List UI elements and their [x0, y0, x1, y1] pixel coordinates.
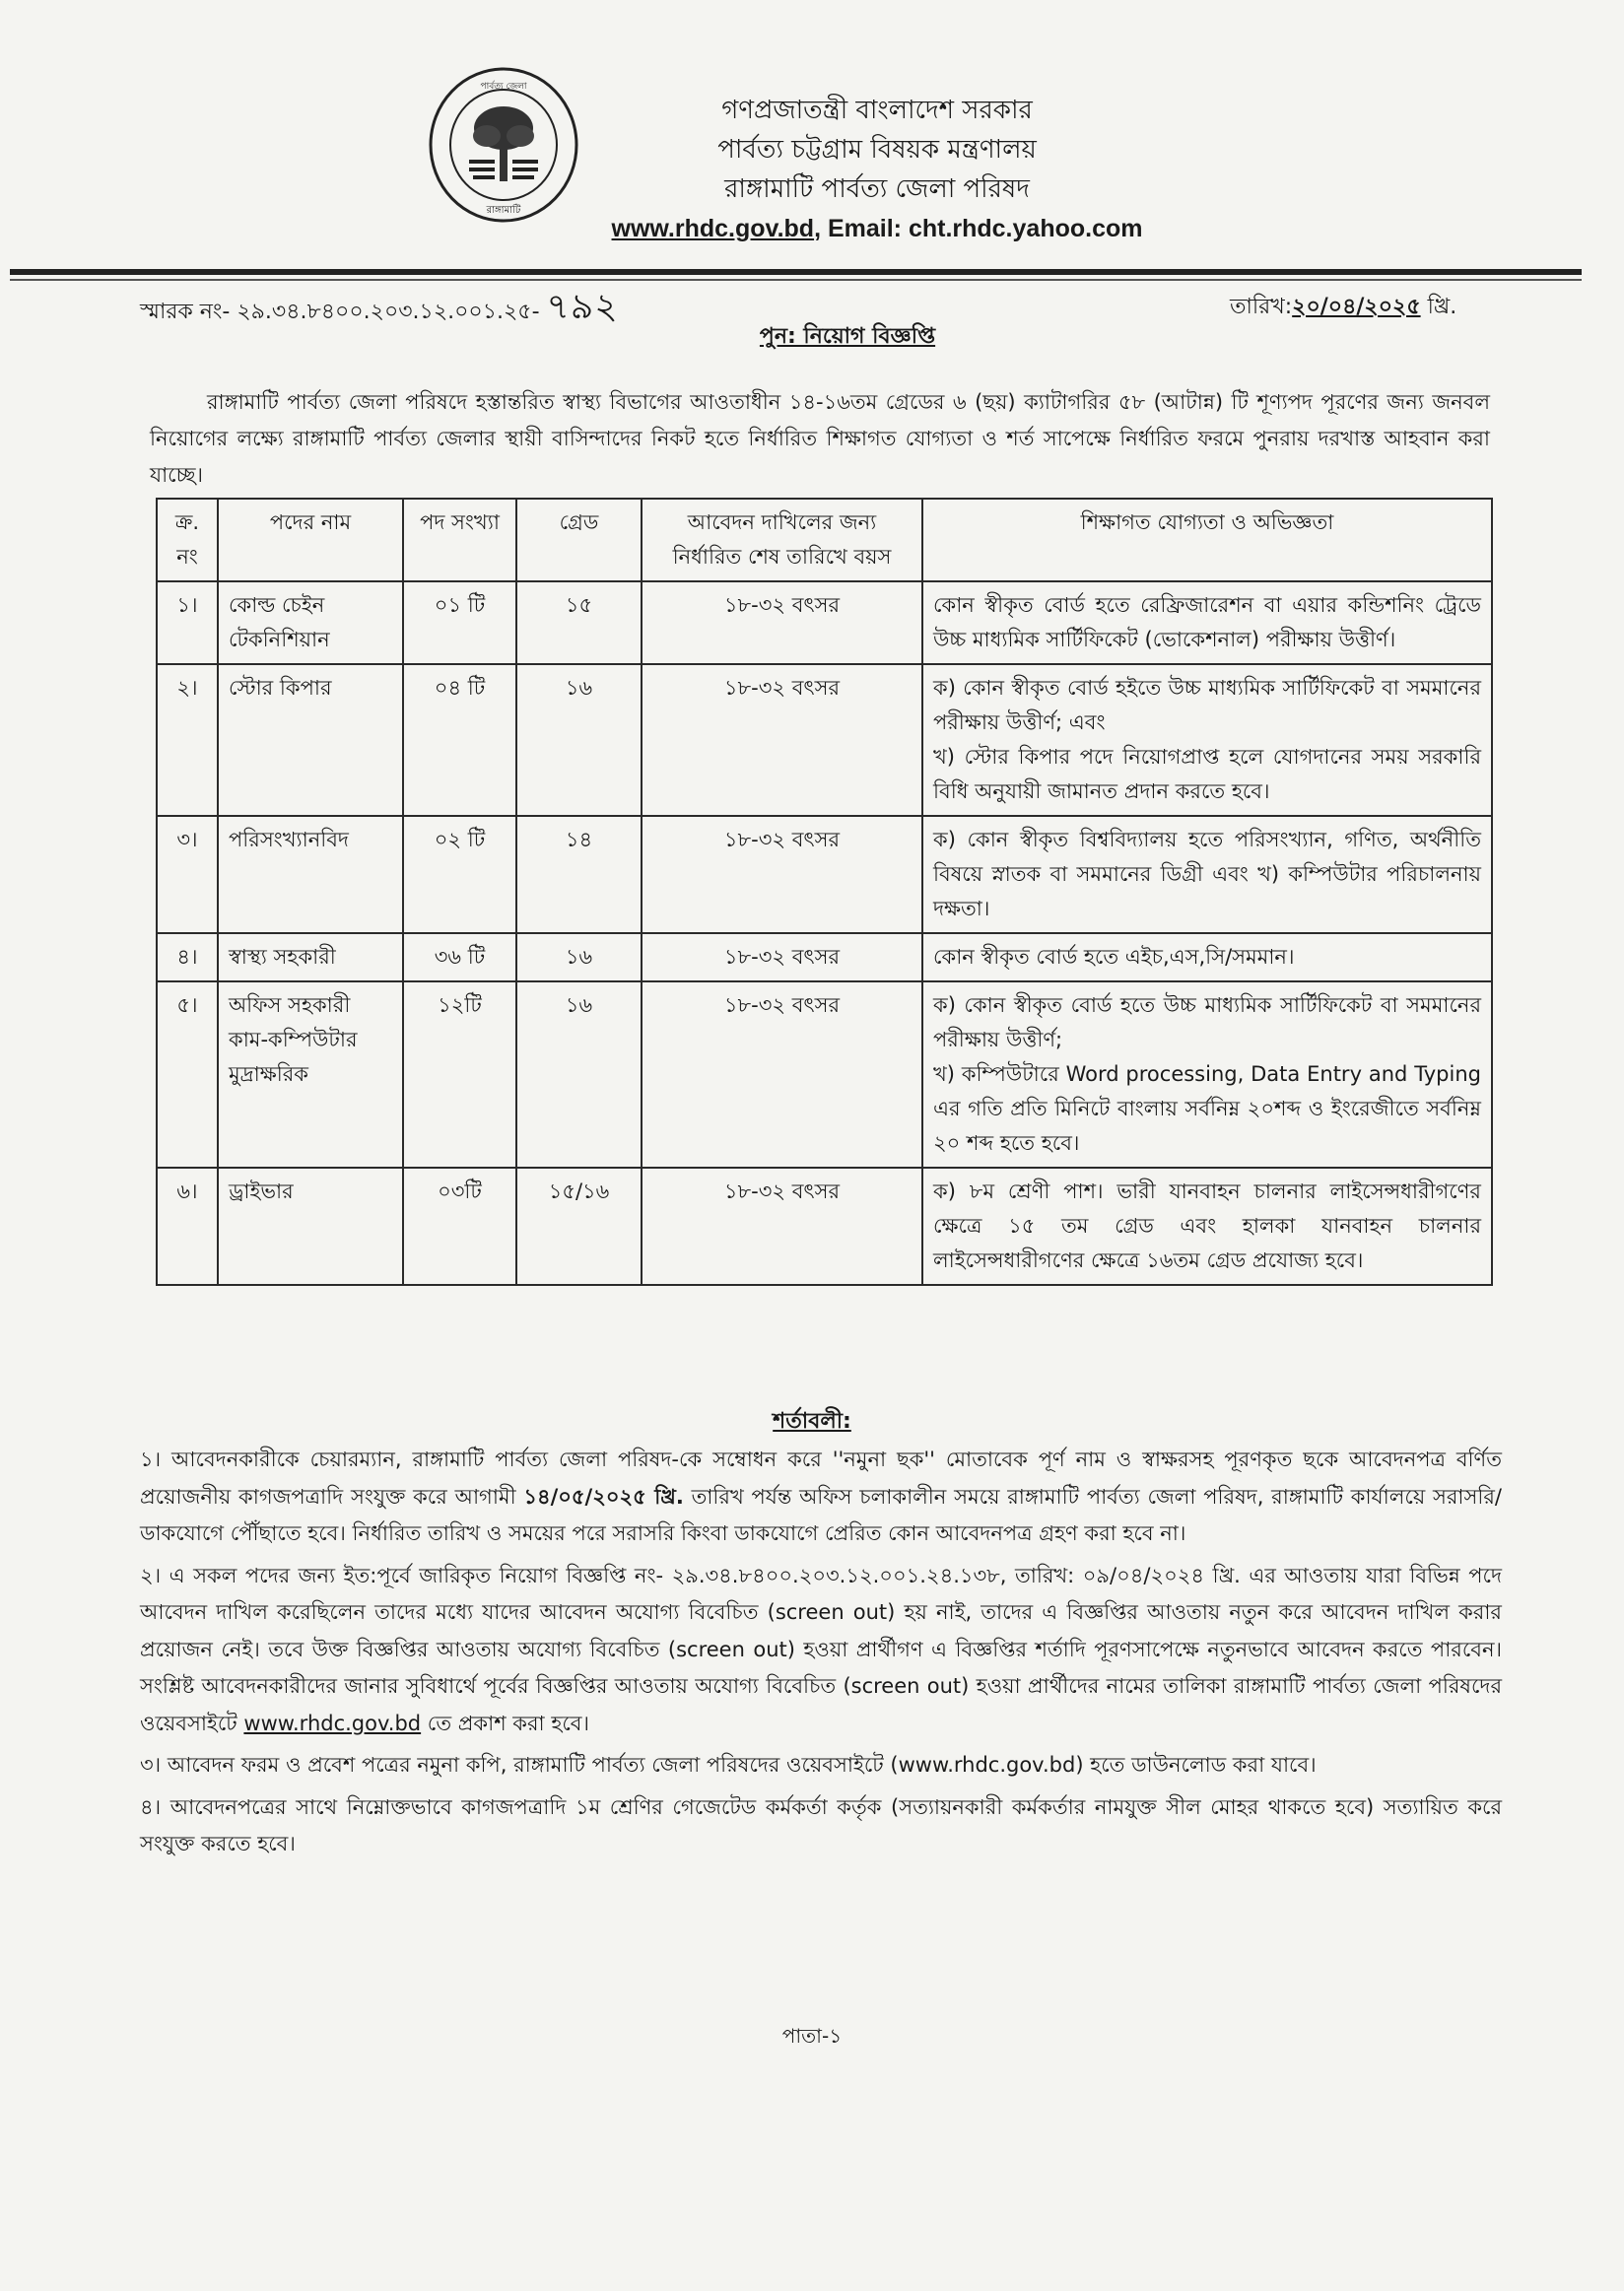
row-age-limit: ১৮-৩২ বৎসর: [642, 933, 922, 981]
header-age: আবেদন দাখিলের জন্য নির্ধারিত শেষ তারিখে বয়স: [642, 499, 922, 581]
row-post-count: ০১ টি: [403, 581, 516, 664]
row-serial: ৫।: [157, 981, 218, 1168]
term-2-website-link[interactable]: www.rhdc.gov.bd: [243, 1711, 422, 1735]
svg-text:পার্বত্য জেলা: পার্বত্য জেলা: [480, 82, 527, 92]
header-qualification: শিক্ষাগত যোগ্যতা ও অভিজ্ঞতা: [922, 499, 1492, 581]
svg-text:রাঙ্গামাটি: রাঙ্গামাটি: [486, 205, 521, 216]
row-grade: ১৬: [516, 981, 642, 1168]
govt-name: গণপ্রজাতন্ত্রী বাংলাদেশ সরকার: [721, 96, 1033, 125]
terms-list: [140, 1442, 1502, 1868]
term-4: ৪। আবেদনপত্রের সাথে নিম্নোক্তভাবে কাগজপত্রাদি ১ম শ্রেণির গেজেটেড কর্মকর্তা কর্তৃক (সত্যায়নকারী কর্মকর্তার নামযুক্ত সীল মোহর থাকতে হবে) সত্যায়িত করে সংযুক্ত করতে হবে।: [140, 1794, 1502, 1855]
memo-label: স্মারক নং- ২৯.৩৪.৮৪০০.২০৩.১২.০০১.২৫-: [140, 300, 540, 324]
term-1: [140, 1442, 1502, 1553]
row-qualification: [922, 1168, 1492, 1285]
row-post-name: পরিসংখ্যানবিদ: [218, 816, 403, 933]
memo-handwritten-number: ৭৯২: [546, 287, 619, 327]
qualification-line: ক) কোন স্বীকৃত বিশ্ববিদ্যালয় হতে পরিসংখ্যান, গণিত, অর্থনীতি বিষয়ে স্নাতক বা সমমানের ডিগ্রী এবং খ) কম্পিউটার পরিচালনায় দক্ষতা।: [933, 828, 1481, 920]
row-age-limit: ১৮-৩২ বৎসর: [642, 816, 922, 933]
qualification-line: ক) কোন স্বীকৃত বোর্ড হইতে উচ্চ মাধ্যমিক সার্টিফিকেট বা সমমানের পরীক্ষায় উত্তীর্ণ; এবং: [933, 676, 1481, 734]
row-serial: ৩।: [157, 816, 218, 933]
qualification-line: খ) স্টোর কিপার পদে নিয়োগপ্রাপ্ত হলে যোগদানের সময় সরকারি বিধি অনুযায়ী জামানত প্রদান করতে হবে।: [933, 745, 1481, 803]
row-qualification: [922, 981, 1492, 1168]
row-post-count: ০২ টি: [403, 816, 516, 933]
term-1-text-a: ১। আবেদনকারীকে চেয়ারম্যান, রাঙ্গামাটি পার্বত্য জেলা পরিষদ-কে সম্বোধন করে ''নমুনা ছক'' মোতাবেক পূর্ণ নাম ও স্বাক্ষরসহ পূরণকৃত ছকে আবেদনপত্র বর্ণিত প্রয়োজনীয় কাগজপত্রাদি সংযুক্ত করে আগামী: [140, 1448, 1502, 1509]
term-2-text-a: ২। এ সকল পদের জন্য ইত:পূর্বে জারিকৃত নিয়োগ বিজ্ঞপ্তি নং- ২৯.৩৪.৮৪০০.২০৩.১২.০০১.২৪.১৩৮, তারিখ: ০৯/০৪/২০২৪ খ্রি. এর আওতায় যারা বিভিন্ন পদে আবেদন দাখিল করেছিলেন তাদের মধ্যে যাদের আবেদন অযোগ্য বিবেচিত (screen out) হয় নাই, তাদের এ বিজ্ঞপ্তির আওতায় নতুন করে আবেদন দাখিল করার প্রয়োজন নেই। তবে উক্ত বিজ্ঞপ্তির আওতায় অযোগ্য বিবেচিত (screen out) হওয়া প্রার্থীগণ এ বিজ্ঞপ্তির শর্তাদি পূরণসাপেক্ষে নতুনভাবে আবেদন করতে পারবেন। সংশ্লিষ্ট আবেদনকারীদের জানার সুবিধার্থে পূর্বের বিজ্ঞপ্তির আওতায় অযোগ্য বিবেচিত (screen out) হওয়া প্রার্থীদের নামের তালিকা রাঙ্গামাটি পার্বত্য জেলা পরিষদের ওয়েবসাইটে: [140, 1563, 1502, 1735]
row-age-limit: ১৮-৩২ বৎসর: [642, 981, 922, 1168]
row-post-name: কোল্ড চেইন টেকনিশিয়ান: [218, 581, 403, 664]
term-3: ৩। আবেদন ফরম ও প্রবেশ পত্রের নমুনা কপি, রাঙ্গামাটি পার্বত্য জেলা পরিষদের ওয়েবসাইটে (www.rhdc.gov.bd) হতে ডাউনলোড করা যাবে।: [140, 1753, 1317, 1777]
header-count: পদ সংখ্যা: [403, 499, 516, 581]
row-qualification: [922, 664, 1492, 816]
row-grade: ১৪: [516, 816, 642, 933]
row-post-name: ড্রাইভার: [218, 1168, 403, 1285]
table-row: [157, 816, 1492, 933]
date-suffix: খ্রি.: [1420, 295, 1457, 319]
header-divider-thin: [10, 279, 1582, 281]
row-post-name: স্বাস্থ্য সহকারী: [218, 933, 403, 981]
term-1-text-b: তারিখ পর্যন্ত অফিস চলাকালীন সময়ে রাঙ্গামাটি পার্বত্য জেলা পরিষদ, রাঙ্গামাটি কার্যালয়ে সরাসরি/ডাকযোগে পৌঁছাতে হবে। নির্ধারিত তারিখ ও সময়ের পরে সরাসরি কিংবা ডাকযোগে প্রেরিত কোন আবেদনপত্র গ্রহণ করা হবে না।: [140, 1484, 1502, 1545]
header-serial: ক্র. নং: [157, 499, 218, 581]
row-qualification: [922, 933, 1492, 981]
table-row: [157, 581, 1492, 664]
row-age-limit: ১৮-৩২ বৎসর: [642, 581, 922, 664]
row-age-limit: ১৮-৩২ বৎসর: [642, 664, 922, 816]
row-age-limit: ১৮-৩২ বৎসর: [642, 1168, 922, 1285]
website-link[interactable]: www.rhdc.gov.bd: [611, 215, 815, 242]
row-grade: ১৬: [516, 933, 642, 981]
ministry-name: পার্বত্য চট্টগ্রাম বিষয়ক মন্ত্রণালয়: [717, 135, 1037, 165]
council-seal-logo: [426, 65, 581, 225]
notice-date: [1230, 288, 1456, 327]
row-grade: ১৫: [516, 581, 642, 664]
terms-title: শর্তাবলী:: [773, 1409, 851, 1434]
notice-title: পুন: নিয়োগ বিজ্ঞপ্তি: [759, 324, 936, 349]
qualification-line: কোন স্বীকৃত বোর্ড হতে এইচ,এস,সি/সমমান।: [933, 945, 1295, 969]
header-post: পদের নাম: [218, 499, 403, 581]
table-row: [157, 1168, 1492, 1285]
row-qualification: [922, 581, 1492, 664]
row-qualification: [922, 816, 1492, 933]
qualification-line: ক) কোন স্বীকৃত বোর্ড হতে উচ্চ মাধ্যমিক সার্টিফিকেট বা সমমানের পরীক্ষায় উত্তীর্ণ;: [933, 993, 1481, 1051]
row-post-name: স্টোর কিপার: [218, 664, 403, 816]
term-2-text-b: তে প্রকাশ করা হবে।: [421, 1711, 589, 1735]
row-serial: ২।: [157, 664, 218, 816]
row-serial: ১।: [157, 581, 218, 664]
email-text: , Email: cht.rhdc.yahoo.com: [814, 215, 1143, 242]
qualification-line: কোন স্বীকৃত বোর্ড হতে রেফ্রিজারেশন বা এয়ার কন্ডিশনিং ট্রেডে উচ্চ মাধ্যমিক সার্টিফিকেট (ভোকেশনাল) পরীক্ষায় উত্তীর্ণ।: [933, 593, 1481, 651]
term-2: [140, 1558, 1502, 1743]
date-label: তারিখ:: [1230, 295, 1293, 319]
intro-text: রাঙ্গামাটি পার্বত্য জেলা পরিষদে হস্তান্তরিত স্বাস্থ্য বিভাগের আওতাধীন ১৪-১৬তম গ্রেডের ৬ (ছয়) ক্যাটাগরির ৫৮ (আটান্ন) টি শূণ্যপদ পূরণের জন্য জনবল নিয়োগের লক্ষ্যে রাঙ্গামাটি পার্বত্য জেলার স্থায়ী বাসিন্দাদের নিকট হতে নির্ধারিত শিক্ষাগত যোগ্যতা ও শর্ত সাপেক্ষে নির্ধারিত ফরমে পুনরায় দরখাস্ত আহবান করা যাচ্ছে।: [150, 390, 1490, 487]
row-grade: ১৫/১৬: [516, 1168, 642, 1285]
memo-number: [140, 288, 619, 332]
row-post-count: ০৪ টি: [403, 664, 516, 816]
header-divider: [10, 269, 1582, 275]
letterhead: [601, 91, 1153, 248]
contact-line: [601, 209, 1153, 248]
term-1-deadline: ১৪/০৫/২০২৫ খ্রি.: [523, 1484, 684, 1509]
table-row: [157, 933, 1492, 981]
row-serial: ৬।: [157, 1168, 218, 1285]
row-post-count: ০৩টি: [403, 1168, 516, 1285]
row-post-name: অফিস সহকারী কাম-কম্পিউটার মুদ্রাক্ষরিক: [218, 981, 403, 1168]
row-grade: ১৬: [516, 664, 642, 816]
table-row: [157, 981, 1492, 1168]
header-grade: গ্রেড: [516, 499, 642, 581]
intro-paragraph: [150, 384, 1490, 494]
table-header-row: [157, 499, 1492, 581]
vacancy-table: [156, 498, 1493, 1286]
row-post-count: ৩৬ টি: [403, 933, 516, 981]
table-row: [157, 664, 1492, 816]
row-post-count: ১২টি: [403, 981, 516, 1168]
date-value: ২০/০৪/২০২৫: [1292, 295, 1421, 319]
qualification-line: খ) কম্পিউটারে Word processing, Data Entry and Typing এর গতি প্রতি মিনিটে বাংলায় সর্বনিম্ন ২০শব্দ ও ইংরেজীতে সর্বনিম্ন ২০ শব্দ হতে হবে।: [933, 1062, 1481, 1155]
page-number: পাতা-১: [781, 2024, 843, 2048]
row-serial: ৪।: [157, 933, 218, 981]
qualification-line: ক) ৮ম শ্রেণী পাশ। ভারী যানবাহন চালনার লাইসেন্সধারীগণের ক্ষেত্রে ১৫ তম গ্রেড এবং হালকা যানবাহন চালনার লাইসেন্সধারীগণের ক্ষেত্রে ১৬তম গ্রেড প্রযোজ্য হবে।: [933, 1179, 1481, 1272]
council-name: রাঙ্গামাটি পার্বত্য জেলা পরিষদ: [724, 174, 1030, 204]
